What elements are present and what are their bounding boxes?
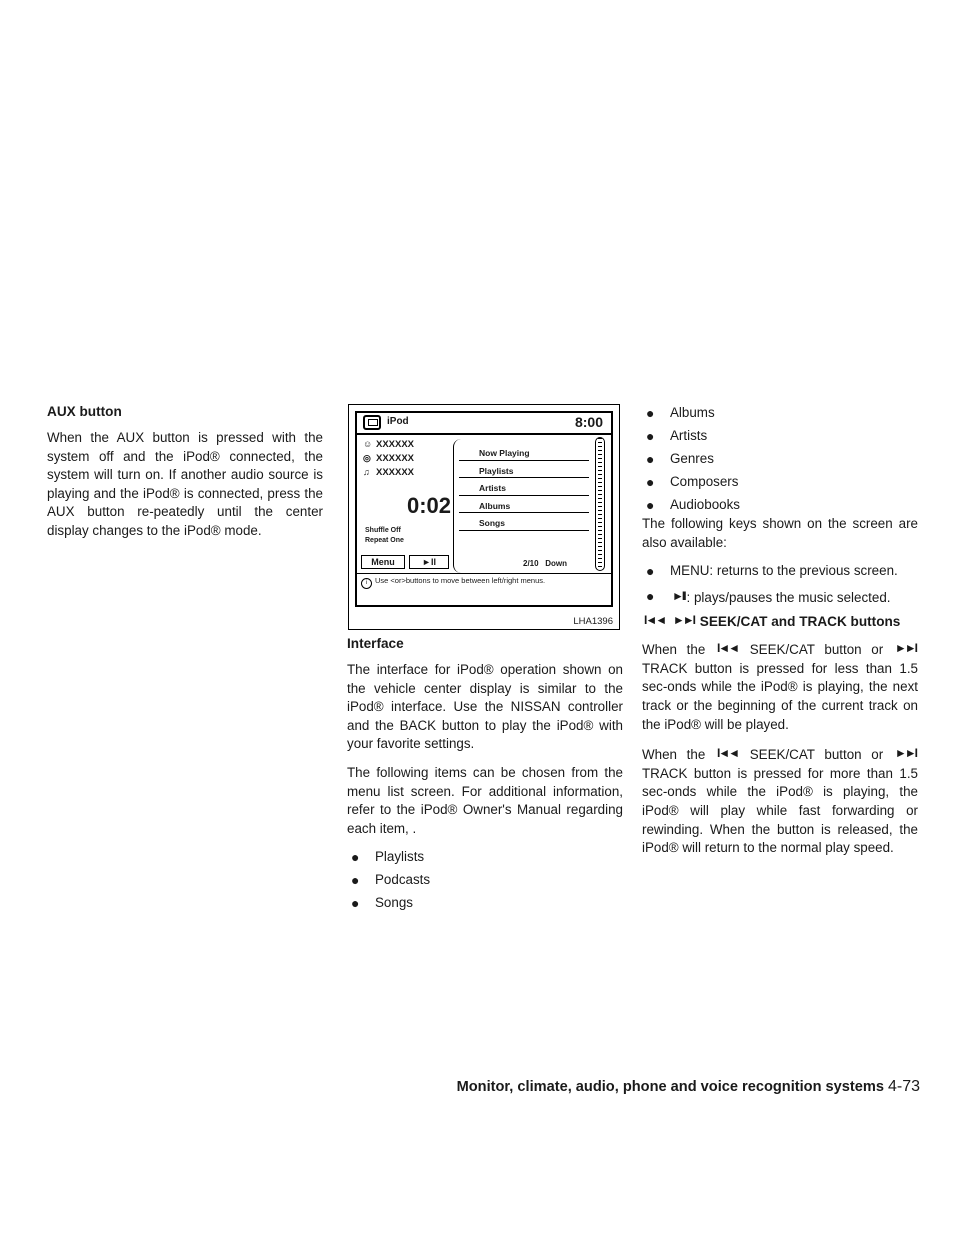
items-list: [347, 848, 623, 913]
menu-item-songs[interactable]: Songs: [459, 513, 589, 531]
items-list-cont: [642, 404, 918, 515]
seek-heading: I◄◄ ►►I SEEK/CAT and TRACK buttons: [644, 613, 901, 630]
list-item: ● Songs: [351, 895, 413, 912]
aux-heading: AUX button: [47, 404, 122, 419]
list-item: ● Audiobooks: [646, 496, 740, 513]
list-item: ● Composers: [646, 473, 739, 490]
down-label: Down: [545, 559, 568, 568]
info-icon: i: [361, 578, 372, 589]
section-title: Monitor, climate, audio, phone and voice recognition systems: [456, 1079, 884, 1095]
page-number: 4-73: [887, 1078, 920, 1095]
column-middle: [347, 636, 623, 917]
music-note-icon: ♫: [363, 467, 370, 477]
clock: 8:00: [574, 414, 603, 430]
center-display: [355, 411, 613, 607]
keys-list: [642, 562, 918, 607]
disc-icon: ◎: [363, 453, 371, 463]
figure-code: LHA1396: [573, 616, 613, 627]
title-bar: [357, 413, 611, 435]
interface-paragraph: The interface for iPod® operation shown on the vehicle center display is similar to the iPod® interface. Use the NISSAN controller and the BACK button to play the iPod® with your favorite settings.: [347, 662, 623, 752]
track-forward-icon: ►►I: [894, 641, 916, 656]
list-item: ● Genres: [646, 450, 714, 467]
menu-button[interactable]: Menu: [361, 555, 405, 569]
album-line: ◎ XXXXXX: [363, 453, 415, 464]
screen-title: iPod: [387, 416, 409, 427]
list-item: ● Podcasts: [351, 872, 431, 889]
list-item: ● Playlists: [351, 849, 425, 866]
column-right: [642, 404, 918, 868]
track-forward-icon: ►►I: [672, 613, 694, 628]
list-item: ● Albums: [646, 405, 715, 421]
menu-item-playlists[interactable]: Playlists: [459, 461, 589, 479]
menu-item-now-playing[interactable]: Now Playing: [459, 443, 589, 461]
interface-heading: Interface: [347, 636, 404, 651]
seek-long-paragraph: When the I◄◄ SEEK/CAT button or ►►I TRACK button is pressed for more than 1.5 sec-onds while the iPod® is playing, the iPod® will play while fast forwarding or rewinding. When the button is released, the iPod® will return to the normal play speed.: [642, 746, 918, 856]
elapsed-time: 0:02: [407, 493, 452, 518]
list-item: ● ►II : plays/pauses the music selected.: [646, 587, 891, 605]
scrollbar[interactable]: [595, 437, 605, 571]
shuffle-status: Shuffle Off: [365, 527, 401, 534]
menu-list: [459, 443, 589, 531]
play-pause-icon: ►II: [672, 588, 685, 603]
seek-back-icon: I◄◄: [716, 641, 739, 656]
items-paragraph: The following items can be chosen from the menu list screen. For additional information, refer to the iPod® Owner's Manual regarding each item, .: [347, 764, 623, 836]
list-item: ● Artists: [646, 427, 708, 444]
list-item: ● MENU: returns to the previous screen.: [646, 563, 898, 580]
menu-item-artists[interactable]: Artists: [459, 478, 589, 496]
ipod-icon: [363, 415, 381, 430]
help-bar: [357, 573, 611, 587]
ipod-screen-figure: [348, 404, 620, 630]
seek-short-paragraph: When the I◄◄ SEEK/CAT button or ►►I TRACK button is pressed for less than 1.5 sec-onds while the iPod® is playing, the next track or the beginning of the current track on the iPod® will be played.: [642, 641, 918, 732]
page-indicator: 2/10 Down: [523, 559, 568, 568]
menu-item-albums[interactable]: Albums: [459, 496, 589, 514]
aux-paragraph: When the AUX button is pressed with the system off and the iPod® connected, the system will turn on. If another audio source is playing and the iPod® is connected, press the AUX button re-peatedly until the center display changes to the iPod® mode.: [47, 430, 323, 538]
keys-paragraph: The following keys shown on the screen are also available:: [642, 515, 918, 550]
seek-back-icon: I◄◄: [644, 613, 666, 628]
help-text: Use <or>buttons to move between left/right menus.: [375, 576, 546, 585]
seek-back-icon: I◄◄: [716, 746, 739, 761]
column-left: [47, 404, 323, 551]
song-line: ♫ XXXXXX: [363, 467, 415, 478]
artist-line: ☺ XXXXXX: [363, 439, 415, 450]
artist-icon: ☺: [363, 439, 373, 449]
page-footer: [452, 1078, 920, 1096]
play-pause-button[interactable]: ►II: [409, 555, 449, 569]
repeat-status: Repeat One: [365, 537, 404, 544]
track-forward-icon: ►►I: [894, 746, 916, 761]
